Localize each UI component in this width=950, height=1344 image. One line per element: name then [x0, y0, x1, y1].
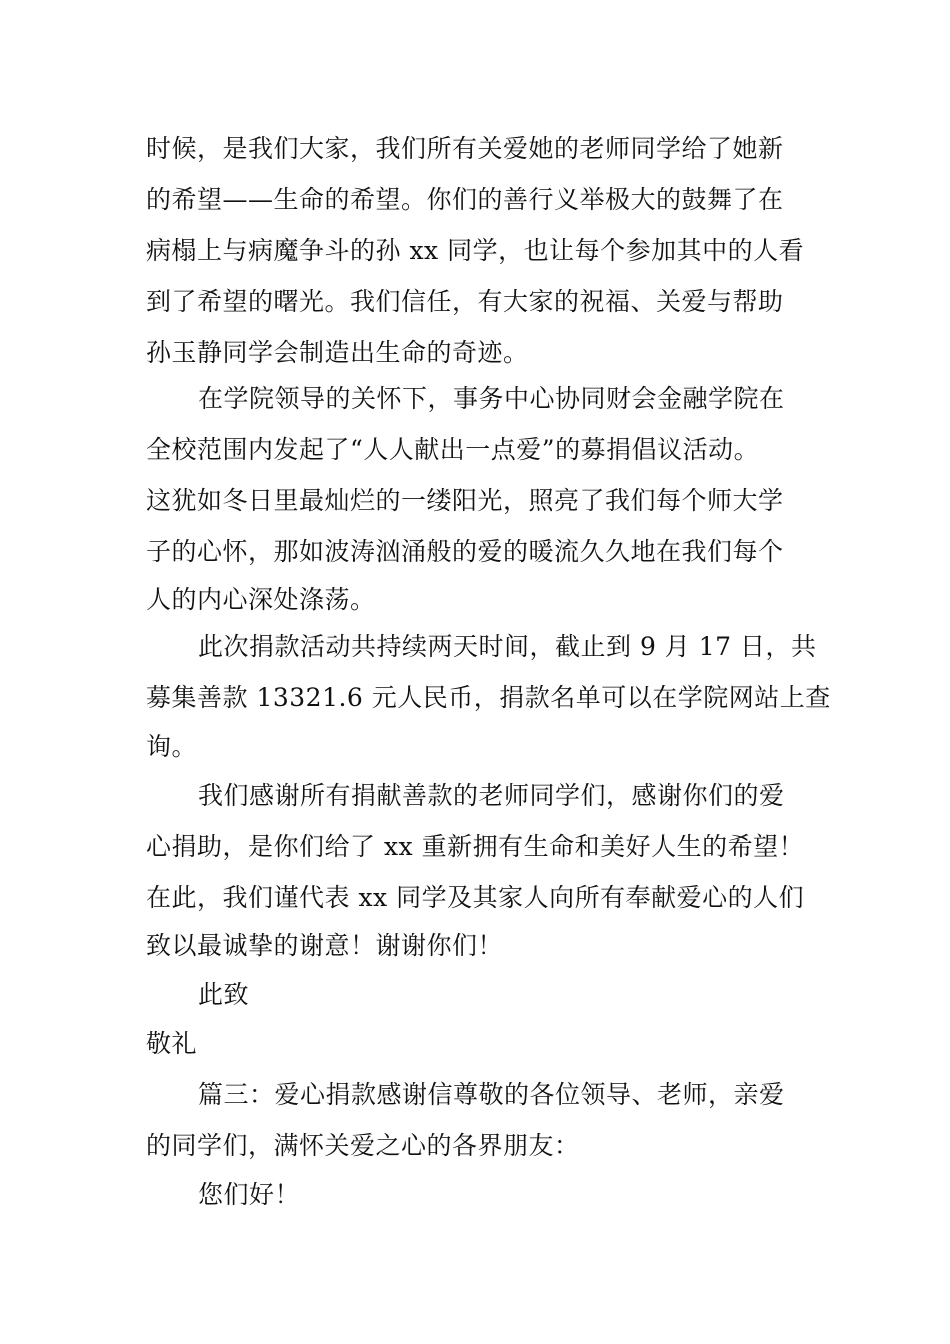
- text-line: 在此，我们谨代表 xx 同学及其家人向所有奉献爱心的人们: [146, 883, 805, 912]
- text-line: 孙玉静同学会制造出生命的奇迹。: [146, 338, 529, 367]
- text-line: 子的心怀，那如波涛汹涌般的爱的暖流久久地在我们每个: [146, 537, 784, 566]
- text-line: 心捐助，是你们给了 xx 重新拥有生命和美好人生的希望！: [146, 832, 805, 861]
- text-line: 这犹如冬日里最灿烂的一缕阳光，照亮了我们每个师大学: [146, 486, 784, 515]
- text-line: 在学院领导的关怀下，事务中心协同财会金融学院在: [198, 384, 785, 413]
- closing-salutation: 此致: [198, 980, 250, 1009]
- section-heading-line: 篇三：爱心捐款感谢信尊敬的各位领导、老师，亲爱: [198, 1080, 785, 1109]
- text-line: 病榻上与病魔争斗的孙 xx 同学，也让每个参加其中的人看: [146, 236, 805, 265]
- text-line: 人的内心深处涤荡。: [146, 585, 376, 614]
- text-line: 此次捐款活动共持续两天时间，截止到 9 月 17 日，共: [198, 632, 817, 661]
- closing-regards: 敬礼: [146, 1029, 198, 1058]
- text-line: 的同学们，满怀关爱之心的各界朋友：: [146, 1131, 580, 1160]
- greeting-line: 您们好！: [198, 1180, 301, 1209]
- text-line: 募集善款 13321.6 元人民币，捐款名单可以在学院网站上查: [146, 683, 831, 712]
- text-line: 全校范围内发起了“人人献出一点爱”的募捐倡议活动。: [146, 435, 760, 464]
- text-line: 致以最诚挚的谢意！谢谢你们！: [146, 931, 504, 960]
- text-line: 询。: [146, 732, 198, 761]
- text-line: 我们感谢所有捐献善款的老师同学们，感谢你们的爱: [198, 781, 785, 810]
- text-line: 时候，是我们大家，我们所有关爱她的老师同学给了她新: [146, 134, 784, 163]
- text-line: 的希望——生命的希望。你们的善行义举极大的鼓舞了在: [146, 185, 784, 214]
- text-line: 到了希望的曙光。我们信任，有大家的祝福、关爱与帮助: [146, 287, 784, 316]
